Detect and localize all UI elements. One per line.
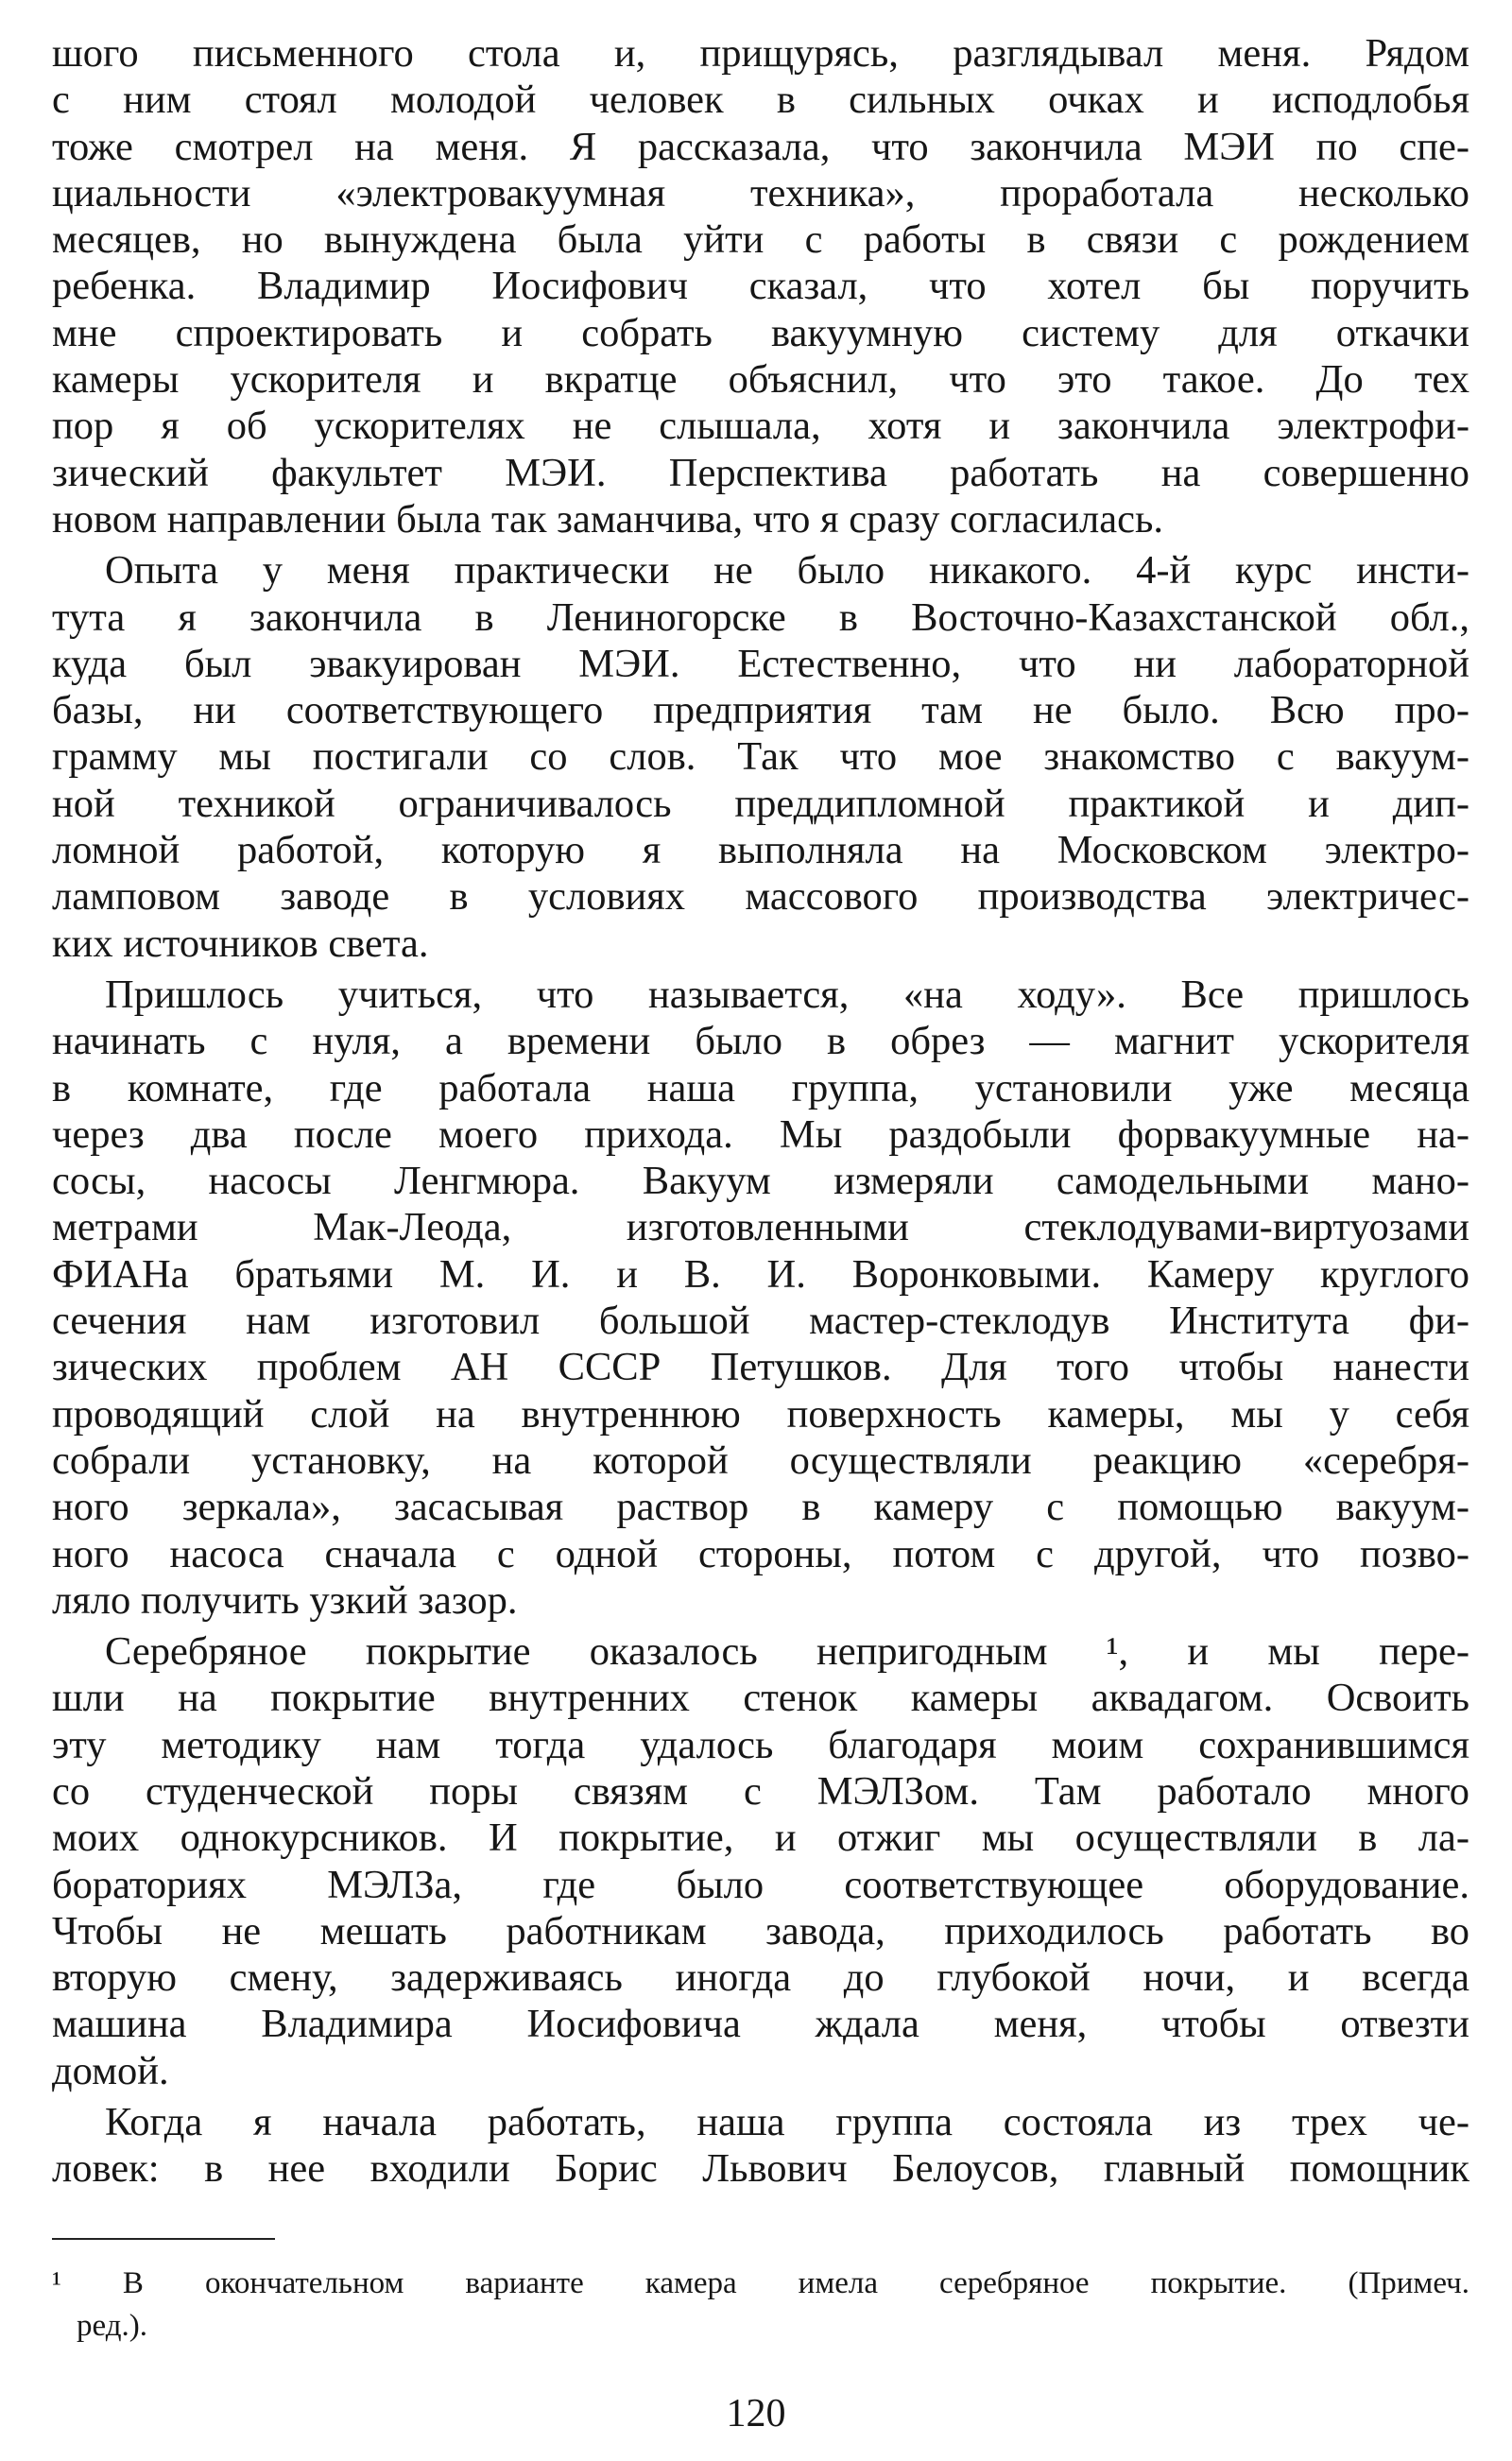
- text-line: ной техникой ограничивалось преддипломной практикой и дип-: [52, 781, 1469, 826]
- text-line: ловек: в нее входили Борис Львович Белоусов, главный помощник: [52, 2146, 1469, 2192]
- text-line: эту методику нам тогда удалось благодаря моим сохранившимся: [52, 1722, 1469, 1767]
- text-line: бораториях МЭЛЗа, где было соответствующее оборудование.: [52, 1862, 1469, 1907]
- text-line: новом направлении была так заманчива, что я сразу согласилась.: [52, 496, 1163, 542]
- text-line: зический факультет МЭИ. Перспектива работать на совершенно: [52, 450, 1469, 495]
- footnote-divider: [52, 2238, 275, 2240]
- text-line: шли на покрытие внутренних стенок камеры аквадагом. Освоить: [52, 1676, 1469, 1721]
- text-line: сечения нам изготовил большой мастер-стеклодув Института фи-: [52, 1299, 1469, 1344]
- text-line: зических проблем АН СССР Петушков. Для того чтобы нанести: [52, 1345, 1469, 1390]
- paragraph: [52, 30, 1469, 542]
- text-line: куда был эвакуирован МЭИ. Естественно, что ни лабораторной: [52, 641, 1469, 686]
- text-line: мне спроектировать и собрать вакуумную систему для откачки: [52, 310, 1469, 355]
- text-line: сосы, насосы Ленгмюра. Вакуум измеряли самодельными мано-: [52, 1159, 1469, 1204]
- text-line: ламповом заводе в условиях массового производства электричес-: [52, 874, 1469, 920]
- text-line: Опыта у меня практически не было никакого. 4-й курс инсти-: [105, 548, 1469, 594]
- page-body: [52, 30, 1469, 2193]
- text-line: циальности «электровакуумная техника», проработала несколько: [52, 170, 1469, 215]
- text-line: с ним стоял молодой человек в сильных очках и исподлобья: [52, 77, 1469, 123]
- text-line: ребенка. Владимир Иосифович сказал, что хотел бы поручить: [52, 264, 1469, 309]
- text-line: начинать с нуля, а времени было в обрез — магнит ускорителя: [52, 1019, 1469, 1064]
- text-line: ляло получить узкий зазор.: [52, 1577, 518, 1623]
- footnote-line-2: ред.).: [77, 2309, 147, 2343]
- paragraph: [52, 1628, 1469, 2094]
- footnote: [52, 2263, 1469, 2348]
- text-line: через два после моего прихода. Мы раздобыли форвакуумные на-: [52, 1111, 1469, 1157]
- text-line: собрали установку, на которой осуществляли реакцию «серебря-: [52, 1437, 1469, 1483]
- text-line: ломной работой, которую я выполняла на Московском электро-: [52, 828, 1469, 873]
- main-text: [52, 30, 1469, 2193]
- text-line: камеры ускорителя и вкратце объяснил, что это такое. До тех: [52, 357, 1469, 403]
- text-line: Чтобы не мешать работникам завода, приходилось работать во: [52, 1908, 1469, 1953]
- text-line: базы, ни соответствующего предприятия там не было. Всю про-: [52, 688, 1469, 733]
- text-line: ких источников света.: [52, 921, 429, 966]
- text-line: Пришлось учиться, что называется, «на ходу». Все пришлось: [105, 972, 1469, 1017]
- text-line: пор я об ускорителях не слышала, хотя и закончила электрофи-: [52, 404, 1469, 449]
- text-line: тоже смотрел на меня. Я рассказала, что закончила МЭИ по спе-: [52, 124, 1469, 169]
- text-line: метрами Мак-Леода, изготовленными стеклодувами-виртуозами: [52, 1205, 1469, 1250]
- text-line: ФИАНа братьями М. И. и В. И. Воронковыми. Камеру круглого: [52, 1251, 1469, 1297]
- text-line: месяцев, но вынуждена была уйти с работы в связи с рождением: [52, 217, 1469, 263]
- text-line: тута я закончила в Лениногорске в Восточно-Казахстанской обл.,: [52, 594, 1469, 640]
- text-line: со студенческой поры связям с МЭЛЗом. Там работало много: [52, 1768, 1469, 1814]
- paragraph: [52, 972, 1469, 1624]
- text-line: Когда я начала работать, наша группа состояла из трех че-: [105, 2100, 1469, 2145]
- text-line: шого письменного стола и, прищурясь, разглядывал меня. Рядом: [52, 31, 1469, 76]
- text-line: моих однокурсников. И покрытие, и отжиг мы осуществляли в ла-: [52, 1816, 1469, 1861]
- text-line: ного насоса сначала с одной стороны, потом с другой, что позво-: [52, 1531, 1469, 1576]
- text-line: грамму мы постигали со слов. Так что мое знакомство с вакуум-: [52, 734, 1469, 780]
- text-line: вторую смену, задерживаясь иногда до глубокой ночи, и всегда: [52, 1955, 1469, 2001]
- text-line: проводящий слой на внутреннюю поверхность камеры, мы у себя: [52, 1391, 1469, 1437]
- text-line: машина Владимира Иосифовича ждала меня, чтобы отвезти: [52, 2002, 1469, 2047]
- text-line: домой.: [52, 2048, 169, 2093]
- text-line: ного зеркала», засасывая раствор в камеру с помощью вакуум-: [52, 1485, 1469, 1530]
- page-number: 120: [726, 2392, 786, 2435]
- paragraph: [52, 547, 1469, 967]
- text-line: в комнате, где работала наша группа, установили уже месяца: [52, 1065, 1469, 1110]
- footnote-line-1: ¹ В окончательном варианте камера имела серебряное покрытие. (Примеч.: [52, 2266, 1469, 2300]
- text-line: Серебряное покрытие оказалось непригодным ¹, и мы пере-: [105, 1629, 1469, 1675]
- paragraph: [52, 2099, 1469, 2193]
